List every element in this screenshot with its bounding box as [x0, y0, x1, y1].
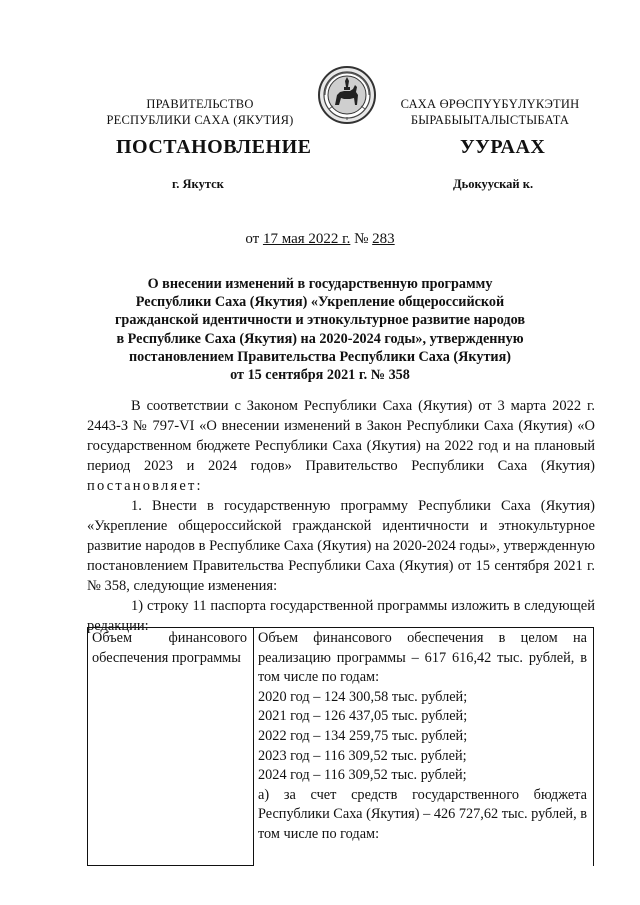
paragraph-item-1: 1. Внести в государственную программу Республики Саха (Якутия) «Укрепление общероссийской гражданской идентичности и этнокультурное развитие народов в Республике Саха (Якутия) на 2020-2024 годы», утвержденную постановлением Правительства Республики Саха (Якутия) от 15 сентября 2021 г. № 358, следующие изменения: [87, 498, 595, 594]
city-yakut: Дьокуускай к. [453, 177, 534, 191]
financing-state-budget: а) за счет средств государственного бюджета Республики Саха (Якутия) – 426 727,62 тыс. рублей, в том числе по годам: [258, 786, 587, 842]
financing-table [87, 627, 594, 866]
title-line: О внесении изменений в государственную программу [147, 276, 493, 292]
document-type-russian: ПОСТАНОВЛЕНИЕ [116, 136, 312, 158]
financing-year-2022: 2022 год – 134 259,75 тыс. рублей; [258, 727, 468, 744]
document-type-yakut: УУРААХ [460, 136, 546, 158]
paragraph-preamble [87, 396, 595, 496]
financing-year-2023: 2023 год – 116 309,52 тыс. рублей; [258, 747, 467, 764]
document-body [87, 396, 595, 636]
header-right-line1: САХА ӨРӨСПҮҮБҮЛҮКЭТИН [400, 97, 580, 111]
financing-year-2024: 2024 год – 116 309,52 тыс. рублей; [258, 767, 467, 784]
date-number-line [0, 231, 640, 248]
number-prefix: № [350, 231, 373, 247]
document-date: 17 мая 2022 г. [262, 231, 351, 247]
financing-year-2021: 2021 год – 126 437,05 тыс. рублей; [258, 708, 468, 725]
title-line: гражданской идентичности и этнокультурное развитие народов [114, 312, 525, 329]
resolves-word: постановляет: [87, 478, 203, 494]
paragraph-subitem-1: 1) строку 11 паспорта государственной программы изложить в следующей редакции: [87, 598, 595, 634]
header-left-line1: ПРАВИТЕЛЬСТВО [146, 97, 254, 111]
date-prefix: от [245, 231, 263, 247]
government-name-yakut [385, 96, 595, 128]
title-line: от 15 сентября 2021 г. № 358 [230, 367, 410, 384]
government-name-russian [100, 96, 300, 128]
financing-year-2020: 2020 год – 124 300,58 тыс. рублей; [258, 688, 468, 705]
coat-of-arms-sakha-icon [317, 65, 377, 125]
header-left-line2: РЕСПУБЛИКИ САХА (ЯКУТИЯ) [106, 113, 294, 127]
preamble-text: В соответствии с Законом Республики Саха (Якутия) от 3 марта 2022 г. 2443-З № 797-VI «О внесении изменений в Закон Республики Саха (Якутия) «О государственном бюджете Республики Саха (Якутия) на 2022 год и на плановый период 2023 и 2024 годов» Правительство Республики Саха (Якутия) [87, 398, 595, 474]
table-row [88, 628, 594, 866]
table-cell-value [254, 628, 594, 866]
table-cell-label: Объем финансового обеспечения программы [88, 628, 254, 866]
city-russian: г. Якутск [172, 177, 224, 191]
header-right-line2: БЫРАБЫЫТАЛЫСТЫБАТА [410, 113, 570, 127]
document-title [95, 275, 545, 384]
document-number: 283 [372, 231, 395, 247]
title-line: Республики Саха (Якутия) «Укрепление общероссийской [135, 294, 505, 311]
title-line: в Республике Саха (Якутия) на 2020-2024 годы», утвержденную [116, 330, 524, 347]
financing-total: Объем финансового обеспечения в целом на реализацию программы – 617 616,42 тыс. рублей, в том числе по годам: [258, 630, 587, 686]
title-line: постановлением Правительства Республики Саха (Якутия) [128, 348, 512, 365]
